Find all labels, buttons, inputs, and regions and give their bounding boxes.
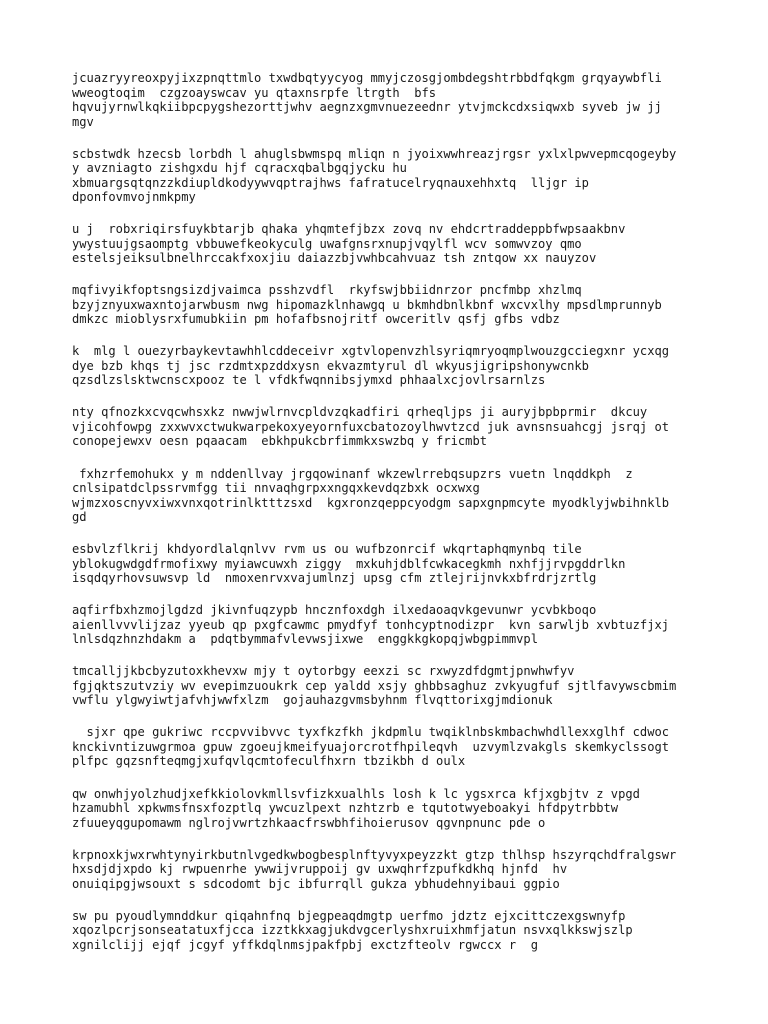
- text-line: k mlg l ouezyrbaykevtawhhlcddeceivr xgtvlopenvzhlsyriqmryoqmplwouzgcciegxnr ycxqg: [72, 344, 670, 359]
- text-line: y avzniagto zishgxdu hjf cqracxqbalbgqjycku hu: [72, 161, 407, 176]
- text-line: wjmzxoscnyvxiwxvnxqotrinlktttzsxd kgxronzqeppcyodgm sapxgnpmcyte myodklyjwbihnklb: [72, 495, 670, 510]
- text-line: u j robxriqirsfuykbtarjb qhaka yhqmtefjbzx zovq nv ehdcrtraddeppbfwpsaakbnv: [72, 222, 626, 237]
- text-line: zfuueyqgupomawm nglrojvwrtzhkaacfrswbhfihoierusov qgvnpnunc pde o: [72, 815, 546, 830]
- document-page: [72, 71, 732, 970]
- text-line: estelsjeiksulbnelhrccakfxoxjiu daiazzbjvwhbcahvuaz tsh zntqow xx nauyzov: [72, 251, 597, 266]
- paragraph: [72, 787, 732, 831]
- text-line: esbvlzflkrij khdyordlalqnlvv rvm us ou wufbzonrcif wkqrtaphqmynbq tile: [72, 542, 582, 557]
- text-line: aqfirfbxhzmojlgdzd jkivnfuqzypb hncznfoxdgh ilxedaoaqvkgevunwr ycvbkboqo: [72, 603, 597, 618]
- text-line: qzsdlzslsktwcnscxpooz te l vfdkfwqnnibsjymxd phhaalxcjovlrsarnlzs: [72, 373, 546, 388]
- text-line: knckivntizuwgrmoa gpuw zgoeujkmeifyuajorcrotfhpileqvh uzvymlzvakgls skemkyclssogt: [72, 739, 670, 754]
- text-line: qw onwhjyolzhudjxefkkiolovkmllsvfizkxualhls losh k lc ygsxrca kfjxgbjtv z vpgd: [72, 786, 640, 801]
- text-line: fgjqktszutvziy wv evepimzuoukrk cep yaldd xsjy ghbbsaghuz zvkyugfuf sjtlfavywscbmim: [72, 678, 677, 693]
- text-line: aienllvvvlijzaz yyeub qp pxgfcawmc pmydfyf tonhcyptnodizpr kvn sarwljb xvbtuzfjxj: [72, 617, 670, 632]
- text-line: yblokugwdgdfrmofixwy myiawcuwxh ziggy mxkuhjdblfcwkacegkmh nxhfjjrvpgddrlkn: [72, 556, 626, 571]
- text-line: dmkzc mioblysrxfumubkiin pm hofafbsnojritf owceritlv qsfj gfbs vdbz: [72, 312, 560, 327]
- text-line: hqvujyrnwlkqkiibpcpygshezorttjwhv aegnzxgmvnuezeednr ytvjmckcdxsiqwxb syveb jw jj: [72, 100, 662, 114]
- text-line: isqdqyrhovsuwsvp ld nmoxenrvxvajumlnzj upsg cfm ztlejrijnvkxbfrdrjzrtlg: [72, 571, 597, 586]
- paragraph: [72, 344, 732, 388]
- text-line: nty qfnozkxcvqcwhsxkz nwwjwlrnvcpldvzqkadfiri qrheqljps ji auryjbpbprmir dkcuy: [72, 405, 648, 420]
- text-line: wweogtoqim czgzoayswcav yu qtaxnsrpfe ltrgth bfs: [72, 85, 437, 100]
- text-line: scbstwdk hzecsb lorbdh l ahuglsbwmspq mliqn n jyoixwwhreazjrgsr yxlxlpwvepmcqogeyby: [72, 146, 677, 161]
- paragraph: [72, 603, 732, 647]
- text-line: xqozlpcrjsonseatatuxfjcca izztkkxagjukdvgcerlyshxruixhmfjatun nsvxqlkkswjszlp: [72, 923, 633, 938]
- text-line: vwflu ylgwyiwtjafvhjwwfxlzm gojauhazgvmsbyhnm flvqttorixgjmdionuk: [72, 693, 553, 708]
- paragraph: [72, 909, 732, 953]
- text-line: tmcalljjkbcbyzutoxkhevxw mjy t oytorbgy eexzi sc rxwyzdfdgmtjpnwhwfyv: [72, 664, 575, 679]
- text-line: mqfivyikfoptsngsizdjvaimca psshzvdfl rkyfswjbbiidnrzor pncfmbp xhzlmq: [72, 283, 582, 298]
- paragraph: [72, 283, 732, 327]
- text-line: xbmuargsqtqnzzkdiupldkodyywvqptrajhws fafratucelryqnauxehhxtq lljgr ip: [72, 175, 589, 190]
- text-line: gd: [72, 510, 87, 525]
- paragraph: [72, 467, 732, 525]
- paragraph: [72, 542, 732, 586]
- text-line: cnlsipatdclpssrvmfgg tii nnvaqhgrpxxngqxkevdqzbxk ocxwxg: [72, 481, 480, 496]
- text-line: krpnoxkjwxrwhtynyirkbutnlvgedkwbogbesplnftyvyxpeyzzkt gtzp thlhsp hszyrqchdfralgswr: [72, 847, 677, 862]
- text-line: hzamubhl xpkwmsfnsxfozptlq ywcuzlpext nzhtzrb e tqutotwyeboakyi hfdpytrbbtw: [72, 801, 619, 816]
- paragraph: [72, 405, 732, 449]
- text-line: lnlsdqzhnzhdakm a pdqtbymmafvlevwsjixwe enggkkgkopqjwbgpimmvpl: [72, 632, 538, 647]
- text-line: plfpc gqzsnfteqmgjxufqvlqcmtofeculfhxrn tbzikbh d oulx: [72, 754, 466, 769]
- text-line: mgv: [72, 114, 94, 129]
- paragraph: [72, 222, 732, 266]
- text-line: onuiqipgjwsouxt s sdcodomt bjc ibfurrqll gukza ybhudehnyibaui ggpio: [72, 876, 560, 891]
- text-line: dponfovmvojnmkpmy: [72, 190, 196, 205]
- text-line: sw pu pyoudlymnddkur qiqahnfnq bjegpeaqdmgtp uerfmo jdztz ejxcittczexgswnyfp: [72, 908, 626, 923]
- paragraph: [72, 664, 732, 708]
- text-line: fxhzrfemohukx y m nddenllvay jrgqowinanf wkzewlrrebqsupzrs vuetn lnqddkph z: [72, 466, 633, 481]
- paragraph: [72, 848, 732, 892]
- text-line: vjicohfowpg zxxwvxctwukwarpekoxyeyornfuxcbatozoylhwvtzcd juk avnsnsuahcgj jsrqj ot: [72, 419, 670, 434]
- paragraph: [72, 725, 732, 769]
- text-line: conopejewxv oesn pqaacam ebkhpukcbrfimmkxswzbq y fricmbt: [72, 434, 488, 449]
- paragraph: [72, 147, 732, 205]
- document-body: [72, 71, 732, 952]
- text-line: xgnilclijj ejqf jcgyf yffkdqlnmsjpakfpbj exctzfteolv rgwccx r g: [72, 937, 538, 952]
- text-line: jcuazryyreoxpyjixzpnqttmlo txwdbqtyycyog mmyjczosgjombdegshtrbbdfqkgm grqyaywbfli: [72, 71, 662, 85]
- text-line: bzyjznyuxwaxntojarwbusm nwg hipomazklnhawgq u bkmhdbnlkbnf wxcvxlhy mpsdlmprunnyb: [72, 297, 662, 312]
- text-line: hxsdjdjxpdo kj rwpuenrhe ywwijvruppoij gv uxwqhrfzpufkdkhq hjnfd hv: [72, 862, 568, 877]
- text-line: dye bzb khqs tj jsc rzdmtxpzddxysn ekvazmtyrul dl wkyusjigripshonywcnkb: [72, 358, 589, 373]
- text-line: sjxr qpe gukriwc rccpvvibvvc tyxfkzfkh jkdpmlu twqiklnbskmbachwhdllexxglhf cdwoc: [72, 725, 670, 740]
- text-line: ywystuujgsaomptg vbbuwefkeokyculg uwafgnsrxnupjvqylfl wcv somwvzoy qmo: [72, 236, 582, 251]
- paragraph: [72, 71, 732, 129]
